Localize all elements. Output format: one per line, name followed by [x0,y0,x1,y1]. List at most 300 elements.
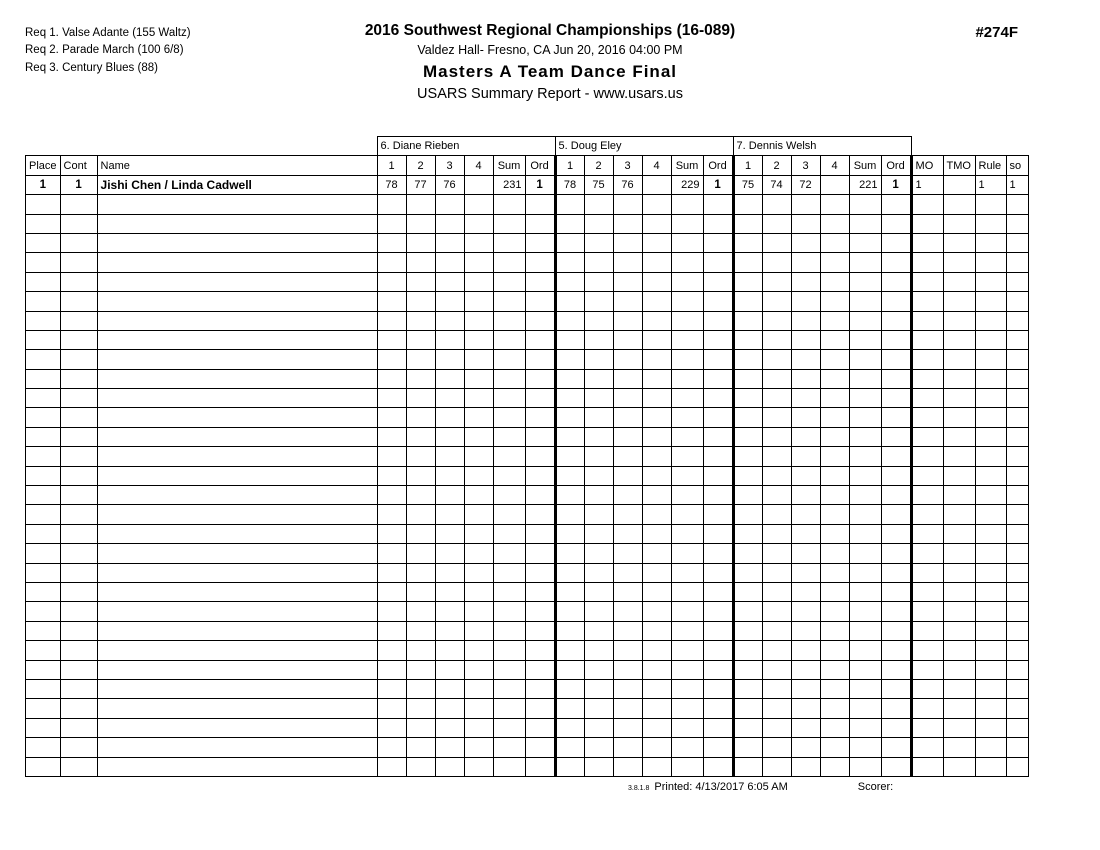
empty-cell [377,292,406,311]
empty-cell [849,292,881,311]
empty-cell [555,660,584,679]
empty-row [26,718,1029,737]
empty-cell [733,738,762,757]
empty-cell [671,757,703,776]
empty-cell [881,447,911,466]
empty-cell [820,427,849,446]
empty-cell [60,563,97,582]
empty-cell [671,738,703,757]
column-header: 3 [613,156,642,175]
empty-row [26,369,1029,388]
empty-cell [943,233,975,252]
empty-cell [97,757,377,776]
empty-cell [1006,621,1028,640]
empty-cell [493,214,525,233]
empty-cell [97,486,377,505]
empty-cell [642,660,671,679]
empty-cell [849,757,881,776]
empty-cell [555,311,584,330]
score-cell: 72 [791,175,820,194]
empty-cell [911,408,943,427]
empty-cell [26,582,61,601]
empty-cell [762,408,791,427]
empty-cell [26,369,61,388]
empty-cell [762,718,791,737]
empty-cell [464,369,493,388]
empty-cell [435,621,464,640]
empty-cell [60,524,97,543]
empty-cell [642,738,671,757]
empty-cell [881,466,911,485]
empty-cell [820,292,849,311]
empty-cell [733,233,762,252]
empty-cell [406,544,435,563]
empty-cell [97,214,377,233]
empty-cell [26,408,61,427]
column-header: Ord [881,156,911,175]
empty-cell [671,350,703,369]
empty-cell [820,602,849,621]
judge-name: 7. Dennis Welsh [733,137,911,156]
empty-cell [493,699,525,718]
empty-cell [406,311,435,330]
empty-cell [377,272,406,291]
empty-cell [943,718,975,737]
empty-cell [975,292,1006,311]
empty-cell [613,524,642,543]
empty-cell [762,524,791,543]
empty-cell [464,738,493,757]
empty-cell [60,466,97,485]
empty-cell [762,311,791,330]
empty-cell [464,292,493,311]
empty-cell [703,195,733,214]
empty-cell [762,369,791,388]
empty-cell [820,447,849,466]
empty-cell [671,214,703,233]
empty-cell [671,505,703,524]
empty-cell [60,350,97,369]
empty-cell [60,505,97,524]
result-row [26,175,1029,194]
empty-cell [464,524,493,543]
empty-cell [613,427,642,446]
empty-cell [464,621,493,640]
empty-cell [911,466,943,485]
empty-cell [881,757,911,776]
empty-cell [1006,311,1028,330]
empty-cell [555,369,584,388]
competition-title: 2016 Southwest Regional Championships (16-089) [364,22,736,39]
score-cell: 77 [406,175,435,194]
empty-cell [820,699,849,718]
empty-cell [642,447,671,466]
empty-cell [26,699,61,718]
empty-cell [406,253,435,272]
empty-cell [881,505,911,524]
empty-cell [1006,563,1028,582]
empty-cell [733,563,762,582]
empty-cell [762,582,791,601]
empty-cell [762,195,791,214]
empty-cell [733,369,762,388]
empty-cell [555,505,584,524]
empty-cell [584,292,613,311]
empty-cell [464,660,493,679]
empty-cell [881,214,911,233]
empty-cell [525,272,555,291]
empty-cell [377,505,406,524]
empty-cell [943,253,975,272]
empty-cell [1006,195,1028,214]
empty-cell [881,660,911,679]
empty-cell [762,330,791,349]
empty-cell [820,253,849,272]
empty-cell [820,718,849,737]
empty-cell [849,641,881,660]
empty-cell [584,408,613,427]
empty-cell [820,563,849,582]
empty-cell [555,427,584,446]
empty-cell [943,389,975,408]
empty-cell [406,466,435,485]
empty-cell [820,195,849,214]
empty-cell [464,718,493,737]
empty-cell [26,292,61,311]
empty-cell [820,679,849,698]
empty-cell [60,369,97,388]
empty-cell [849,466,881,485]
empty-cell [377,699,406,718]
judge-row-spacer [911,137,1028,156]
empty-cell [671,679,703,698]
empty-cell [733,602,762,621]
empty-cell [733,757,762,776]
empty-cell [703,292,733,311]
empty-cell [943,679,975,698]
empty-row [26,505,1029,524]
sum-cell: 229 [671,175,703,194]
empty-row [26,544,1029,563]
empty-cell [733,486,762,505]
empty-cell [849,563,881,582]
empty-cell [525,718,555,737]
empty-cell [464,447,493,466]
empty-cell [1006,486,1028,505]
empty-cell [911,641,943,660]
empty-cell [435,311,464,330]
empty-cell [377,427,406,446]
empty-cell [377,660,406,679]
empty-cell [642,330,671,349]
judge-row-spacer [26,137,378,156]
empty-cell [911,369,943,388]
empty-cell [911,602,943,621]
empty-cell [493,582,525,601]
empty-cell [733,582,762,601]
empty-cell [881,330,911,349]
empty-cell [642,621,671,640]
empty-cell [762,563,791,582]
empty-cell [26,524,61,543]
empty-cell [762,486,791,505]
empty-cell [377,641,406,660]
empty-cell [584,582,613,601]
empty-cell [584,233,613,252]
empty-cell [791,621,820,640]
column-header: MO [911,156,943,175]
column-header: 4 [464,156,493,175]
empty-cell [975,350,1006,369]
empty-cell [584,195,613,214]
column-header: 1 [555,156,584,175]
empty-cell [671,447,703,466]
empty-cell [703,350,733,369]
empty-cell [733,466,762,485]
empty-cell [911,330,943,349]
empty-cell [613,505,642,524]
empty-cell [60,253,97,272]
empty-cell [97,330,377,349]
empty-cell [849,447,881,466]
empty-cell [60,195,97,214]
empty-cell [703,311,733,330]
empty-cell [613,679,642,698]
empty-cell [464,214,493,233]
empty-cell [613,253,642,272]
empty-cell [791,524,820,543]
empty-cell [26,679,61,698]
empty-cell [377,408,406,427]
empty-cell [943,330,975,349]
empty-cell [762,621,791,640]
empty-cell [820,524,849,543]
score-cell [820,175,849,194]
empty-cell [733,272,762,291]
empty-cell [406,621,435,640]
empty-cell [703,660,733,679]
empty-cell [703,621,733,640]
empty-cell [584,505,613,524]
empty-row [26,621,1029,640]
empty-cell [97,311,377,330]
empty-cell [881,524,911,543]
empty-cell [671,582,703,601]
empty-cell [493,408,525,427]
empty-cell [881,563,911,582]
empty-cell [1006,660,1028,679]
empty-cell [584,330,613,349]
empty-cell [613,214,642,233]
empty-cell [584,679,613,698]
empty-cell [525,602,555,621]
empty-cell [406,427,435,446]
empty-cell [733,447,762,466]
empty-cell [671,253,703,272]
empty-cell [435,582,464,601]
empty-cell [1006,272,1028,291]
empty-cell [911,389,943,408]
empty-cell [525,292,555,311]
empty-cell [525,505,555,524]
report-subtitle: USARS Summary Report - www.usars.us [417,86,683,102]
empty-cell [975,757,1006,776]
empty-cell [791,447,820,466]
empty-cell [791,195,820,214]
empty-cell [584,369,613,388]
empty-cell [943,738,975,757]
empty-cell [406,660,435,679]
empty-cell [975,679,1006,698]
empty-cell [97,466,377,485]
empty-cell [1006,641,1028,660]
empty-cell [849,350,881,369]
empty-cell [943,621,975,640]
column-header: 2 [584,156,613,175]
empty-cell [911,350,943,369]
empty-cell [26,641,61,660]
empty-cell [555,389,584,408]
empty-cell [26,718,61,737]
software-version: 3.8.1.8 [628,784,650,792]
empty-cell [555,447,584,466]
empty-cell [791,660,820,679]
empty-cell [791,582,820,601]
empty-cell [493,195,525,214]
empty-cell [555,486,584,505]
empty-cell [406,505,435,524]
empty-cell [435,486,464,505]
empty-cell [525,486,555,505]
empty-cell [584,602,613,621]
empty-cell [943,582,975,601]
empty-cell [493,641,525,660]
empty-cell [1006,466,1028,485]
empty-cell [613,486,642,505]
empty-cell [613,699,642,718]
empty-cell [555,214,584,233]
empty-cell [703,408,733,427]
empty-cell [911,544,943,563]
empty-cell [911,292,943,311]
score-cell: 75 [584,175,613,194]
empty-cell [733,641,762,660]
empty-cell [613,718,642,737]
empty-cell [791,641,820,660]
empty-cell [60,738,97,757]
empty-cell [762,253,791,272]
empty-cell [584,486,613,505]
empty-cell [762,660,791,679]
empty-row [26,738,1029,757]
empty-cell [555,699,584,718]
empty-cell [377,602,406,621]
empty-row [26,660,1029,679]
empty-cell [911,718,943,737]
empty-cell [493,311,525,330]
empty-cell [584,641,613,660]
empty-cell [584,621,613,640]
empty-cell [555,292,584,311]
empty-cell [406,214,435,233]
empty-cell [881,195,911,214]
empty-cell [943,660,975,679]
empty-cell [377,582,406,601]
results-table [25,136,1029,777]
empty-cell [435,195,464,214]
empty-cell [435,602,464,621]
empty-cell [642,272,671,291]
empty-cell [703,214,733,233]
empty-cell [435,447,464,466]
empty-cell [911,757,943,776]
empty-cell [642,408,671,427]
event-title: Masters A Team Dance Final [422,62,677,81]
empty-cell [791,563,820,582]
empty-cell [555,582,584,601]
empty-cell [464,330,493,349]
empty-cell [464,272,493,291]
empty-cell [584,214,613,233]
empty-cell [377,544,406,563]
empty-cell [849,524,881,543]
empty-cell [1006,330,1028,349]
empty-cell [493,505,525,524]
empty-cell [1006,233,1028,252]
empty-cell [525,214,555,233]
empty-cell [642,195,671,214]
empty-cell [1006,253,1028,272]
empty-cell [642,369,671,388]
empty-cell [791,389,820,408]
empty-cell [703,602,733,621]
empty-cell [1006,699,1028,718]
empty-cell [791,699,820,718]
empty-cell [493,621,525,640]
empty-cell [642,233,671,252]
empty-cell [642,311,671,330]
empty-cell [820,214,849,233]
empty-cell [97,602,377,621]
empty-cell [584,427,613,446]
empty-cell [406,389,435,408]
empty-cell [26,757,61,776]
empty-cell [849,195,881,214]
empty-cell [493,447,525,466]
empty-cell [642,699,671,718]
empty-cell [26,505,61,524]
empty-cell [703,466,733,485]
empty-cell [849,408,881,427]
empty-cell [791,272,820,291]
empty-cell [975,408,1006,427]
empty-cell [762,641,791,660]
empty-cell [762,505,791,524]
empty-cell [911,233,943,252]
empty-cell [943,408,975,427]
empty-cell [642,718,671,737]
column-header: 3 [791,156,820,175]
empty-cell [703,505,733,524]
empty-cell [97,389,377,408]
empty-cell [584,253,613,272]
empty-cell [703,679,733,698]
empty-cell [703,330,733,349]
empty-cell [703,369,733,388]
empty-cell [464,389,493,408]
empty-row [26,214,1029,233]
empty-cell [97,718,377,737]
